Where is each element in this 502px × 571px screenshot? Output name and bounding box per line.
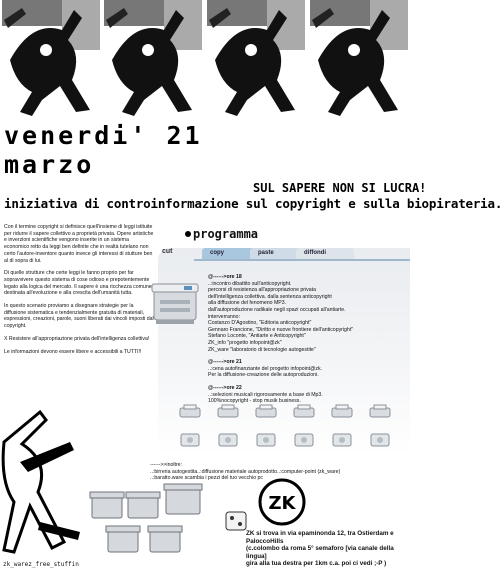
intro-paragraph: X Resistere all'appropriazione privata dell'intelligenza collettiva! xyxy=(4,335,150,342)
intro-paragraph: Le informazioni devono essere libere e accessibili a TUTTI!! xyxy=(4,348,142,355)
event-line: percorsi di resistenza all'appropriazione privata xyxy=(208,287,316,294)
event-item xyxy=(208,359,408,379)
event-line: interverranno: xyxy=(208,313,241,320)
event-line: ..:cena autofinanziante del progetto infopoint@zk. xyxy=(208,365,322,372)
device-icon-grid xyxy=(178,403,408,455)
event-line: ..:selezioni musicali rigorosamente a base di Mp3. xyxy=(208,391,323,398)
inoltre-line: ..:baratto.ware scambia i pezzi del tuo vecchio pc xyxy=(150,475,264,482)
photocopier-cluster-icon xyxy=(88,468,206,560)
art-panel-4 xyxy=(310,0,408,118)
event-line: Costanzo D'Agostino, "Editoria anticopyright" xyxy=(208,320,312,327)
event-date: venerdi' 21 marzo xyxy=(4,121,203,179)
tab-bar xyxy=(158,248,410,260)
slogan: SUL SAPERE NON SI LUCRA! xyxy=(253,181,427,195)
device-icon xyxy=(368,431,392,449)
address-line: (c.colombo da roma 5° semaforo [via canale della lingua] xyxy=(246,545,394,560)
address-line: ZK si trova in via epaminonda 12, tra Ostierdam e PaloccoHills xyxy=(246,530,394,545)
tab-diffondi[interactable]: diffondi xyxy=(296,248,354,259)
event-line: Stefano Loconte, "Antiarte e Anticopyright" xyxy=(208,333,306,340)
tab-cut[interactable]: cut xyxy=(162,248,173,255)
printer-icon xyxy=(292,403,316,421)
event-line: dall'autoproduzione radikale negli spazi occupati all'antiarte. xyxy=(208,306,346,313)
event-time: @------>ore 18 xyxy=(208,274,242,280)
printer-icon xyxy=(330,403,354,421)
device-icon xyxy=(292,431,316,449)
event-time: @------>ore 22 xyxy=(208,384,242,391)
venue-address xyxy=(246,530,412,568)
event-line: Gennaro Francione, "Diritto e nuove frontiere dell'anticopyright" xyxy=(208,326,354,333)
event-line: Per la diffusione-creazione delle autoproduzioni. xyxy=(208,372,319,379)
dancing-figure-icon xyxy=(207,0,305,118)
printer-icon xyxy=(178,403,202,421)
logo-text: ZK xyxy=(268,493,296,514)
event-item xyxy=(208,385,408,405)
dancing-figure-icon xyxy=(104,0,202,118)
page-subtitle: iniziativa di controinformazione sul copyright e sulla biopirateria. xyxy=(4,196,502,211)
event-line: ZK_info "progetto infopoint@zk" xyxy=(208,339,282,346)
event-list xyxy=(208,274,408,411)
bullet-icon xyxy=(185,231,191,237)
art-panel-3 xyxy=(207,0,305,118)
dancing-figure-icon xyxy=(310,0,408,118)
device-icon xyxy=(330,431,354,449)
tab-divider xyxy=(194,259,410,261)
event-line: ZK_ware "laboratorio di tecnologie autogestite" xyxy=(208,346,316,353)
zk-logo-icon xyxy=(252,476,312,528)
address-line: gira alla tua destra per 1km c.a. poi ci vedi ;-P ) xyxy=(246,560,387,568)
device-icon xyxy=(178,431,202,449)
inoltre-line: ..:birreria autogestita..:diffusione materiale autoprodotto..:computer-point (zk_ware) xyxy=(150,468,341,475)
tab-paste[interactable]: paste xyxy=(250,248,302,259)
tab-copy[interactable]: copy xyxy=(202,248,258,259)
event-line: ..:incontro dibattito sull'anticopyright. xyxy=(208,280,292,287)
programma-window xyxy=(158,248,410,456)
watermark: zk_warez_free_stuffin xyxy=(3,561,79,568)
event-time: @------>ore 21 xyxy=(208,359,242,366)
art-panel-2 xyxy=(104,0,202,118)
intro-paragraph: In questo scenario proviamo a disegnare strategie per la diffusione sistematica e tendenzialmente gratuita di materiali, espressioni, creazioni, parole, suoni liberati dai vincoli imposti dal copyright. xyxy=(4,303,154,330)
printer-icon xyxy=(254,403,278,421)
intro-text xyxy=(4,224,154,361)
device-icon xyxy=(216,431,240,449)
dancing-figure-icon xyxy=(2,0,100,118)
event-line: alla diffusione del fenomeno MP3. xyxy=(208,300,287,307)
figure-art-icon xyxy=(0,402,86,560)
inoltre-line: ------>>inoltre: xyxy=(150,462,182,468)
art-panel-1 xyxy=(2,0,100,118)
intro-paragraph: Con il termine copyright si definisce quell'insieme di leggi istituite per ridurre il sapere collettivo a proprietà privata. Opere artistiche e inverzioni scientifiche vengono inserite in un sistema economico retto da leggi ben definite che in realtà tutelano non certo l'autore-inventore quanto invece gli interessi di stutture ben al di sopra di lui. xyxy=(4,224,154,264)
event-line: dell'intelligenza collettiva. dalla sentenza anticopyright xyxy=(208,293,332,300)
photocopier-icon xyxy=(148,274,200,330)
event-item xyxy=(208,274,408,353)
event-line: 100%nocopyright - stop musik business. xyxy=(208,398,301,405)
device-icon xyxy=(254,431,278,449)
printer-icon xyxy=(216,403,240,421)
programma-title: programma xyxy=(193,227,259,241)
intro-paragraph: Di quelle strutture che certe leggi le fanno proprio per far sopravvivere questo sistema di cose odioso e prepotentemente legato alla logica del mercato. Il sapere è una ricchezza comune destinata all'evoluzione e alla crescita dell'umanità tutta. xyxy=(4,270,152,297)
printer-icon xyxy=(368,403,392,421)
